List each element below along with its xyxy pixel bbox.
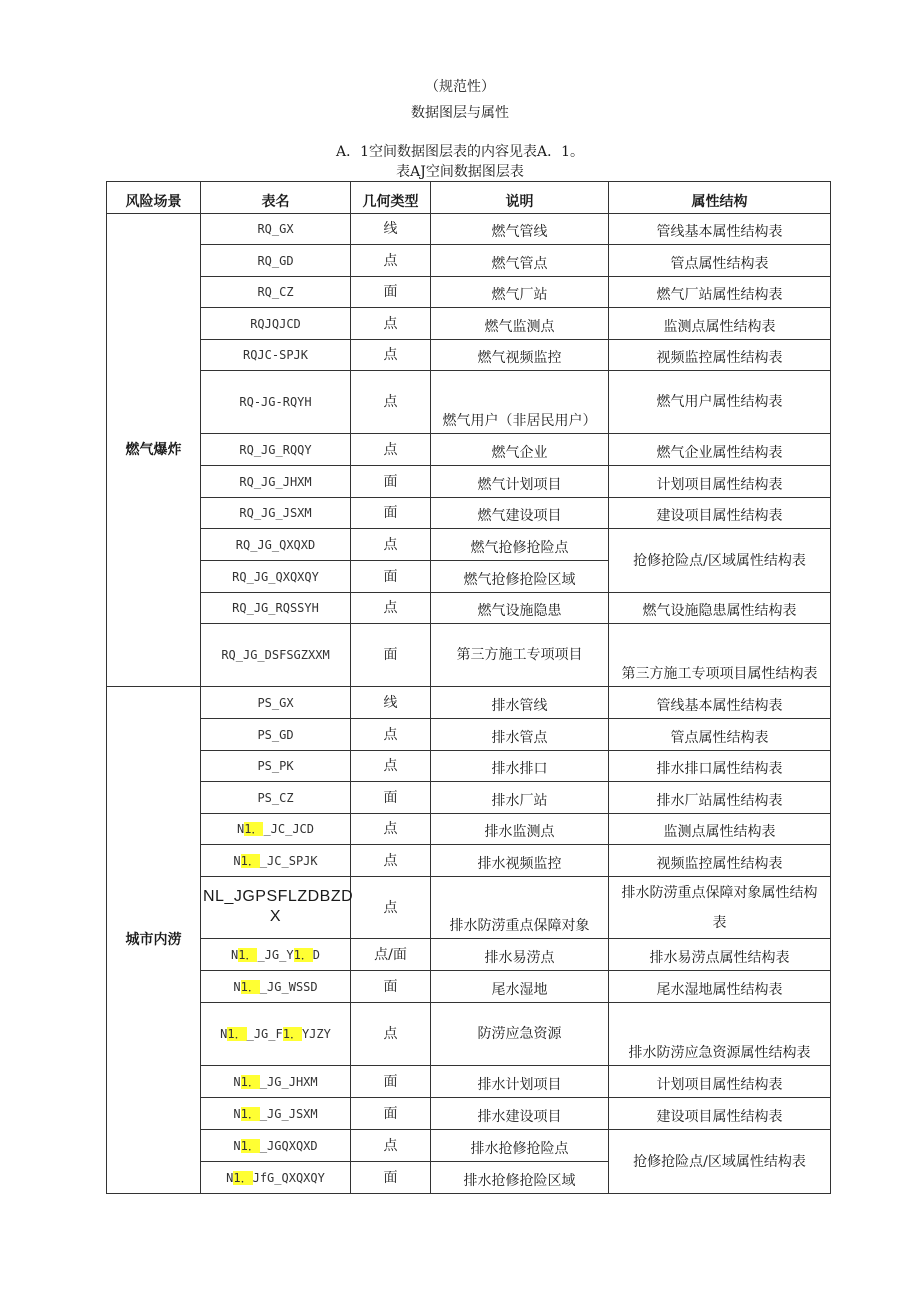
attribute-line: 表 xyxy=(712,914,727,931)
table-name-cell: RQ_JG_RQQY xyxy=(201,434,351,466)
geometry-cell: 面 xyxy=(351,1066,431,1098)
table-row xyxy=(107,719,831,751)
table-row xyxy=(107,466,831,498)
table-name-cell: RQ_JG_QXQXQY xyxy=(201,561,351,593)
attribute-line: 排水防涝重点保障对象属性结构 xyxy=(621,884,818,901)
description-cell: 排水计划项目 xyxy=(431,1066,609,1098)
geometry-cell: 点 xyxy=(351,308,431,340)
attribute-cell: 燃气用户属性结构表 xyxy=(609,371,831,434)
highlight-mark: 1． xyxy=(227,1027,247,1041)
geometry-cell: 点 xyxy=(351,877,431,939)
table-name-part: N xyxy=(236,822,245,836)
description-cell: 排水建设项目 xyxy=(431,1098,609,1130)
geometry-cell: 点 xyxy=(351,593,431,624)
attribute-cell: 建设项目属性结构表 xyxy=(609,1098,831,1130)
attribute-cell: 监测点属性结构表 xyxy=(609,814,831,845)
table-row xyxy=(107,939,831,971)
table-name-cell xyxy=(201,814,351,845)
table-name-cell xyxy=(201,1098,351,1130)
geometry-cell: 点 xyxy=(351,845,431,877)
table-name-part: _JC_SPJK xyxy=(259,853,318,868)
table-name-part: N xyxy=(233,979,241,994)
geometry-cell: 面 xyxy=(351,498,431,529)
highlight-mark: 1． xyxy=(282,1027,302,1041)
geometry-cell: 点 xyxy=(351,1003,431,1066)
description-cell: 燃气企业 xyxy=(431,434,609,466)
table-row xyxy=(107,1066,831,1098)
geometry-cell: 点 xyxy=(351,245,431,277)
table-caption: 表AJ空间数据图层表 xyxy=(396,164,524,180)
attribute-cell: 排水易涝点属性结构表 xyxy=(609,939,831,971)
table-name-part: D xyxy=(312,947,321,962)
attribute-cell: 排水防涝应急资源属性结构表 xyxy=(609,1003,831,1066)
attribute-cell: 燃气企业属性结构表 xyxy=(609,434,831,466)
table-name-cell: RQ_JG_QXQXD xyxy=(201,529,351,561)
attribute-cell: 视频监控属性结构表 xyxy=(609,340,831,371)
table-name-part: N xyxy=(230,947,239,962)
table-row xyxy=(107,498,831,529)
table-name-part: SFLZDBZD xyxy=(266,887,354,905)
geometry-cell: 点 xyxy=(351,434,431,466)
table-name-part: JfG_QXQXQY xyxy=(252,1170,325,1185)
table-name-cell: RQ-JG-RQYH xyxy=(201,371,351,434)
geometry-cell: 面 xyxy=(351,1162,431,1194)
table-name-cell xyxy=(201,845,351,877)
table-row xyxy=(107,529,831,561)
description-cell: 燃气建设项目 xyxy=(431,498,609,529)
attribute-cell: 管线基本属性结构表 xyxy=(609,687,831,719)
table-row xyxy=(107,340,831,371)
table-name-part: YJZY xyxy=(301,1027,331,1041)
table-name-part: N xyxy=(233,853,241,868)
table-row xyxy=(107,624,831,687)
table-row xyxy=(107,308,831,340)
table-row xyxy=(107,971,831,1003)
geometry-cell: 面 xyxy=(351,971,431,1003)
description-cell: 排水管点 xyxy=(431,719,609,751)
geometry-cell: 点 xyxy=(351,814,431,845)
attribute-cell: 计划项目属性结构表 xyxy=(609,1066,831,1098)
table-row xyxy=(107,751,831,782)
table-row xyxy=(107,593,831,624)
table-name-part: _JGQXQXD xyxy=(259,1138,318,1153)
attribute-cell: 管线基本属性结构表 xyxy=(609,214,831,245)
table-name-cell: RQ_JG_RQSSYH xyxy=(201,593,351,624)
table-row xyxy=(107,782,831,814)
table-name-cell: RQ_JG_DSFSGZXXM xyxy=(201,624,351,687)
table-row xyxy=(107,1098,831,1130)
attribute-cell: 燃气厂站属性结构表 xyxy=(609,277,831,308)
column-header-attribute: 属性结构 xyxy=(609,182,831,214)
geometry-cell: 面 xyxy=(351,277,431,308)
table-name-part: N xyxy=(226,1170,234,1185)
table-name-cell xyxy=(201,877,354,939)
geometry-cell: 面 xyxy=(351,1098,431,1130)
geometry-cell: 点 xyxy=(351,529,431,561)
table-name-part: _JG_F xyxy=(246,1027,283,1041)
description-cell: 排水排口 xyxy=(431,751,609,782)
table-row xyxy=(107,245,831,277)
table-row xyxy=(107,814,831,845)
table-name-cell: RQ_GD xyxy=(201,245,351,277)
table-row xyxy=(107,371,831,434)
table-name-part: _JG_Y xyxy=(257,947,294,962)
description-cell: 排水防涝重点保障对象 xyxy=(431,877,609,939)
description-cell: 燃气管点 xyxy=(431,245,609,277)
geometry-cell: 线 xyxy=(351,214,431,245)
attribute-cell: 第三方施工专项项目属性结构表 xyxy=(609,624,831,687)
table-name-cell xyxy=(201,1003,351,1066)
description-cell: 排水视频监控 xyxy=(431,845,609,877)
attribute-cell: 计划项目属性结构表 xyxy=(609,466,831,498)
spatial-data-layer-table xyxy=(106,181,831,1194)
table-name-cell: RQ_JG_JHXM xyxy=(201,466,351,498)
table-row xyxy=(107,845,831,877)
description-cell: 防涝应急资源 xyxy=(431,1003,609,1066)
highlight-mark: 1． xyxy=(240,1106,260,1121)
table-row xyxy=(107,687,831,719)
highlight-mark: 1． xyxy=(238,947,258,962)
table-name-cell: PS_PK xyxy=(201,751,351,782)
description-cell: 燃气用户（非居民用户） xyxy=(431,371,609,434)
table-row xyxy=(107,214,831,245)
attribute-cell: 抢修抢险点/区域属性结构表 xyxy=(609,529,831,593)
description-cell: 燃气计划项目 xyxy=(431,466,609,498)
table-name-part: N xyxy=(233,1074,241,1089)
highlight-mark: 1． xyxy=(244,822,264,836)
geometry-cell: 点 xyxy=(351,340,431,371)
table-name-part: _JG_WSSD xyxy=(259,979,318,994)
table-name-part: N xyxy=(220,1027,228,1041)
attribute-cell: 管点属性结构表 xyxy=(609,719,831,751)
table-name-cell: PS_CZ xyxy=(201,782,351,814)
table-name-cell: PS_GX xyxy=(201,687,351,719)
table-name-part: N xyxy=(233,1138,241,1153)
table-name-cell: RQJQJCD xyxy=(201,308,351,340)
table-name-part: X xyxy=(269,907,282,925)
description-cell: 排水管线 xyxy=(431,687,609,719)
description-cell: 燃气管线 xyxy=(431,214,609,245)
column-header-scene: 风险场景 xyxy=(107,182,201,214)
appendix-normative-label: （规范性） xyxy=(425,79,495,95)
table-name-part: _JG_JSXM xyxy=(259,1106,318,1121)
highlight-mark: 1． xyxy=(293,947,313,962)
attribute-cell: 燃气设施隐患属性结构表 xyxy=(609,593,831,624)
highlight-mark: 1． xyxy=(233,1170,253,1185)
table-row xyxy=(107,277,831,308)
table-name-cell xyxy=(201,971,351,1003)
column-header-geometry: 几何类型 xyxy=(351,182,431,214)
geometry-cell: 面 xyxy=(351,782,431,814)
table-name-part: _JC_JCD xyxy=(263,822,315,836)
table-name-cell: RQ_JG_JSXM xyxy=(201,498,351,529)
description-cell: 燃气视频监控 xyxy=(431,340,609,371)
table-name-cell xyxy=(201,1130,351,1162)
highlight-mark: 1． xyxy=(240,979,260,994)
table-name-cell xyxy=(201,1066,351,1098)
section-intro: A．1空间数据图层表的内容见表A．1。 xyxy=(335,144,585,160)
attribute-cell: 管点属性结构表 xyxy=(609,245,831,277)
table-name-part: _JG_JHXM xyxy=(259,1074,318,1089)
highlight-mark: 1． xyxy=(240,1074,260,1089)
description-cell: 排水抢修抢险区域 xyxy=(431,1162,609,1194)
description-cell: 排水厂站 xyxy=(431,782,609,814)
table-name-cell: RQ_CZ xyxy=(201,277,351,308)
description-cell: 排水易涝点 xyxy=(431,939,609,971)
column-header-description: 说明 xyxy=(431,182,609,214)
highlight-mark: 1． xyxy=(240,1138,260,1153)
description-cell: 燃气抢修抢险点 xyxy=(431,529,609,561)
attribute-cell: 建设项目属性结构表 xyxy=(609,498,831,529)
table-name-cell: PS_GD xyxy=(201,719,351,751)
attribute-cell: 监测点属性结构表 xyxy=(609,308,831,340)
geometry-cell: 点 xyxy=(351,1130,431,1162)
description-cell: 尾水湿地 xyxy=(431,971,609,1003)
geometry-cell: 面 xyxy=(351,466,431,498)
table-row xyxy=(107,1003,831,1066)
geometry-cell: 点/面 xyxy=(351,939,431,971)
description-cell: 燃气设施隐患 xyxy=(431,593,609,624)
attribute-cell: 抢修抢险点/区域属性结构表 xyxy=(609,1130,831,1194)
attribute-cell: 尾水湿地属性结构表 xyxy=(609,971,831,1003)
table-row xyxy=(107,877,831,939)
geometry-cell: 点 xyxy=(351,719,431,751)
table-name-part: N xyxy=(233,1106,241,1121)
geometry-cell: 线 xyxy=(351,687,431,719)
table-row xyxy=(107,1130,831,1162)
scene-cell-gas: 燃气爆炸 xyxy=(107,214,201,687)
scene-cell-waterlogging: 城市内涝 xyxy=(107,687,201,1194)
geometry-cell: 点 xyxy=(351,371,431,434)
geometry-cell: 面 xyxy=(351,624,431,687)
description-cell: 燃气监测点 xyxy=(431,308,609,340)
description-cell: 排水抢修抢险点 xyxy=(431,1130,609,1162)
description-cell: 第三方施工专项项目 xyxy=(431,624,609,687)
geometry-cell: 点 xyxy=(351,751,431,782)
table-name-cell: RQJC-SPJK xyxy=(201,340,351,371)
attribute-cell: 视频监控属性结构表 xyxy=(609,845,831,877)
description-cell: 燃气厂站 xyxy=(431,277,609,308)
table-row xyxy=(107,434,831,466)
table-name-cell xyxy=(201,939,351,971)
column-header-table-name: 表名 xyxy=(201,182,351,214)
description-cell: 燃气抢修抢险区域 xyxy=(431,561,609,593)
highlight-mark: 1． xyxy=(240,853,260,868)
table-name-part: NL_JGP xyxy=(203,887,267,905)
attribute-cell xyxy=(609,877,831,939)
appendix-title: 数据图层与属性 xyxy=(411,105,509,121)
table-name-cell: RQ_GX xyxy=(201,214,351,245)
attribute-cell: 排水厂站属性结构表 xyxy=(609,782,831,814)
table-name-cell xyxy=(201,1162,351,1194)
description-cell: 排水监测点 xyxy=(431,814,609,845)
geometry-cell: 面 xyxy=(351,561,431,593)
table-header-row xyxy=(107,182,831,214)
attribute-cell: 排水排口属性结构表 xyxy=(609,751,831,782)
